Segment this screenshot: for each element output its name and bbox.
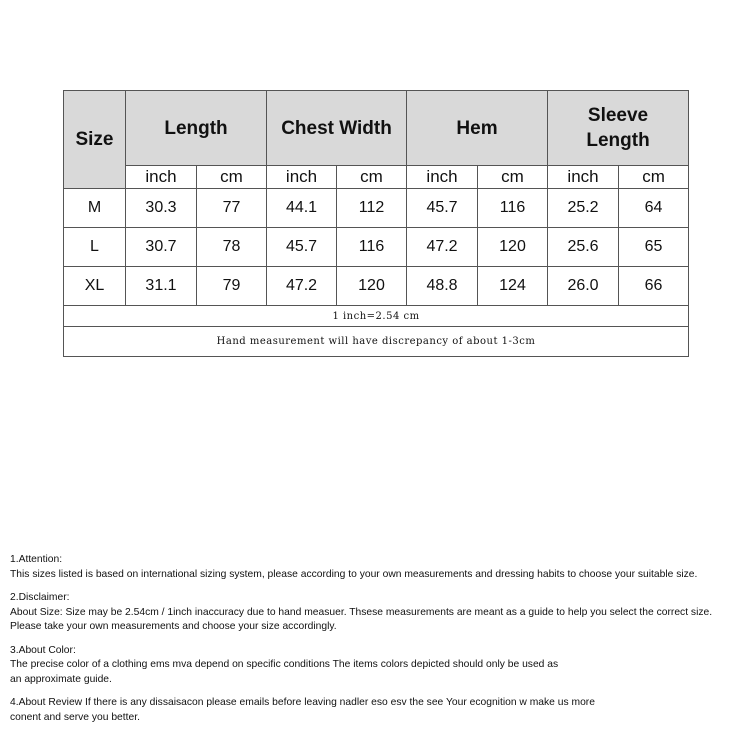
note-text: an approximate guide. — [10, 673, 112, 685]
measurement-note-row — [64, 327, 689, 357]
note-text: 4.About Review If there is any dissaisacon please emails before leaving nadler eso esv the see Your ecognition w make us more — [10, 697, 595, 708]
unit-cell: cm — [619, 166, 689, 189]
note-text: This sizes listed is based on international sizing system, please according to your own measurements and dressing habits to choose your suitable size. — [10, 568, 698, 580]
note-heading: 1.Attention: — [10, 554, 63, 565]
unit-cell: cm — [337, 166, 407, 189]
color-note — [10, 644, 745, 688]
unit-cell: inch — [407, 166, 478, 189]
value-cell: 64 — [619, 189, 689, 228]
value-cell: 30.7 — [126, 228, 197, 267]
value-cell: 66 — [619, 267, 689, 306]
value-cell: 25.2 — [548, 189, 619, 228]
size-cell: L — [64, 228, 126, 267]
value-cell: 44.1 — [267, 189, 337, 228]
notes-section — [10, 553, 745, 734]
table-row — [64, 228, 689, 267]
value-cell: 45.7 — [267, 228, 337, 267]
value-cell: 31.1 — [126, 267, 197, 306]
note-heading: 3.About Color: — [10, 644, 76, 656]
measurement-note: Hand measurement will have discrepancy of about 1-3cm — [64, 327, 689, 357]
note-text: About Size: Size may be 2.54cm / 1inch inaccuracy due to hand measuer. Thsese measurements are meant as a guide to help you select the correct size. — [10, 606, 713, 618]
chest-width-header: Chest Width — [267, 91, 407, 166]
value-cell: 25.6 — [548, 228, 619, 267]
note-heading: 2.Disclaimer: — [10, 592, 70, 603]
size-chart-table — [63, 90, 689, 357]
conversion-note-row — [64, 306, 689, 327]
sleeve-length-header — [548, 91, 689, 166]
units-row — [64, 166, 689, 189]
value-cell: 65 — [619, 228, 689, 267]
conversion-note: 1 inch=2.54 cm — [64, 306, 689, 327]
value-cell: 47.2 — [267, 267, 337, 306]
unit-cell: cm — [197, 166, 267, 189]
value-cell: 26.0 — [548, 267, 619, 306]
value-cell: 112 — [337, 189, 407, 228]
size-cell: XL — [64, 267, 126, 306]
review-note — [10, 696, 745, 725]
value-cell: 116 — [337, 228, 407, 267]
table-header-row — [64, 91, 689, 166]
unit-cell: inch — [267, 166, 337, 189]
unit-cell: inch — [548, 166, 619, 189]
value-cell: 78 — [197, 228, 267, 267]
size-cell: M — [64, 189, 126, 228]
value-cell: 45.7 — [407, 189, 478, 228]
table-row — [64, 189, 689, 228]
value-cell: 47.2 — [407, 228, 478, 267]
value-cell: 120 — [337, 267, 407, 306]
note-text: conent and serve you better. — [10, 711, 140, 723]
length-header: Length — [126, 91, 267, 166]
unit-cell: inch — [126, 166, 197, 189]
sleeve-length-header-line2: Length — [586, 130, 650, 151]
value-cell: 116 — [478, 189, 548, 228]
value-cell: 30.3 — [126, 189, 197, 228]
note-text: Please take your own measurements and choose your size accordingly. — [10, 621, 337, 632]
unit-cell: cm — [478, 166, 548, 189]
disclaimer-note — [10, 591, 745, 635]
attention-note — [10, 553, 745, 582]
value-cell: 79 — [197, 267, 267, 306]
value-cell: 120 — [478, 228, 548, 267]
note-text: The precise color of a clothing ems mva depend on specific conditions The items colors depicted should only be used as — [10, 659, 559, 670]
value-cell: 48.8 — [407, 267, 478, 306]
value-cell: 77 — [197, 189, 267, 228]
size-header: Size — [64, 91, 126, 189]
table-row — [64, 267, 689, 306]
value-cell: 124 — [478, 267, 548, 306]
hem-header: Hem — [407, 91, 548, 166]
sleeve-length-header-line1: Sleeve — [587, 105, 649, 126]
